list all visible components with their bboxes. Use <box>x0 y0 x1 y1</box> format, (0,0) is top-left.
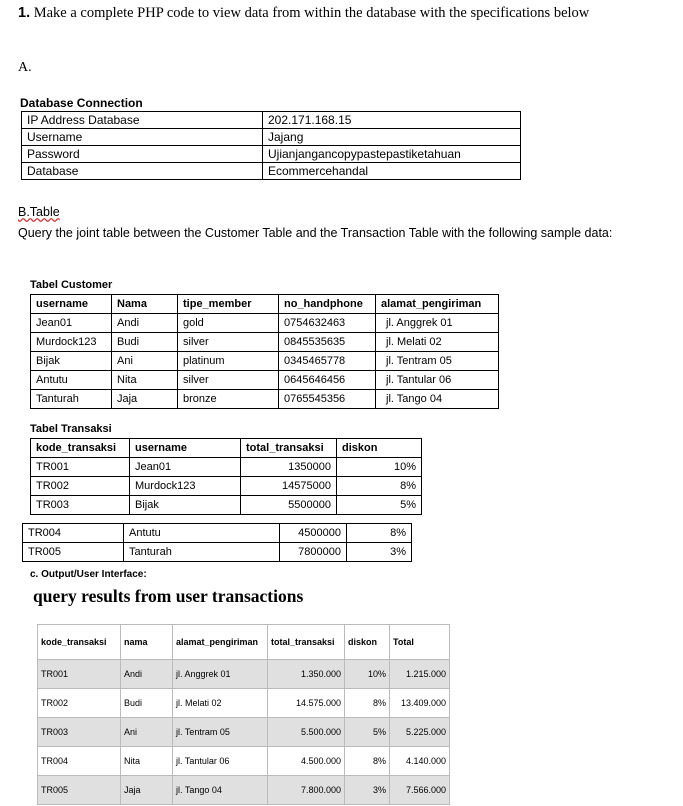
table-cell: Ani <box>121 718 173 747</box>
table-cell: Jean01 <box>130 458 241 477</box>
table-cell: Nita <box>121 747 173 776</box>
question-number: 1. <box>18 5 31 21</box>
table-cell: 14575000 <box>241 477 337 496</box>
table-cell: 0845535635 <box>279 333 376 352</box>
table-header-row <box>38 625 450 660</box>
table-cell: 10% <box>345 660 390 689</box>
column-header: diskon <box>337 439 422 458</box>
table-cell: 5.225.000 <box>390 718 450 747</box>
question-heading <box>18 4 658 23</box>
table-cell: 4.140.000 <box>390 747 450 776</box>
table-row <box>22 163 521 180</box>
table-cell: jl. Tantular 06 <box>376 371 499 390</box>
table-cell: jl. Tentram 05 <box>173 718 268 747</box>
table-row <box>31 390 499 409</box>
table-cell: Nita <box>112 371 178 390</box>
table-cell: TR002 <box>38 689 121 718</box>
table-cell: 3% <box>345 776 390 805</box>
table-cell: Murdock123 <box>130 477 241 496</box>
table-cell: Bijak <box>130 496 241 515</box>
column-header: total_transaksi <box>241 439 337 458</box>
table-row <box>31 496 422 515</box>
db-connection-table <box>21 111 521 180</box>
table-cell: 8% <box>345 747 390 776</box>
db-value: 202.171.168.15 <box>263 112 521 129</box>
table-cell: jl. Melati 02 <box>376 333 499 352</box>
table-cell: 13.409.000 <box>390 689 450 718</box>
table-cell: 10% <box>337 458 422 477</box>
column-header: tipe_member <box>178 295 279 314</box>
table-cell: 0754632463 <box>279 314 376 333</box>
table-cell: jl. Anggrek 01 <box>173 660 268 689</box>
table-cell: gold <box>178 314 279 333</box>
db-value: Ecommercehandal <box>263 163 521 180</box>
table-cell: Tanturah <box>124 543 280 562</box>
customer-table <box>30 294 499 409</box>
table-cell: 5% <box>345 718 390 747</box>
db-value: Ujianjangancopypastepastiketahuan <box>263 146 521 163</box>
table-cell: Tanturah <box>31 390 112 409</box>
db-label: IP Address Database <box>22 112 263 129</box>
table-cell: 3% <box>347 543 412 562</box>
table-cell: Jaja <box>121 776 173 805</box>
table-row <box>31 458 422 477</box>
result-table <box>37 624 450 805</box>
table-cell: Antutu <box>31 371 112 390</box>
table-cell: platinum <box>178 352 279 371</box>
table-row <box>31 371 499 390</box>
table-cell: jl. Melati 02 <box>173 689 268 718</box>
column-header: alamat_pengiriman <box>376 295 499 314</box>
table-cell: Antutu <box>124 524 280 543</box>
table-row <box>38 776 450 805</box>
column-header: alamat_pengiriman <box>173 625 268 660</box>
column-header: Total <box>390 625 450 660</box>
table-cell: 5500000 <box>241 496 337 515</box>
table-cell: jl. Tentram 05 <box>376 352 499 371</box>
table-cell: TR005 <box>38 776 121 805</box>
table-row <box>38 718 450 747</box>
table-cell: TR003 <box>31 496 130 515</box>
table-cell: 8% <box>345 689 390 718</box>
table-cell: 1.215.000 <box>390 660 450 689</box>
section-b-label: B.Table <box>18 205 60 219</box>
db-label: Database <box>22 163 263 180</box>
table-cell: Andi <box>121 660 173 689</box>
table-cell: jl. Tango 04 <box>376 390 499 409</box>
table-cell: TR003 <box>38 718 121 747</box>
table-cell: TR004 <box>38 747 121 776</box>
column-header: diskon <box>345 625 390 660</box>
table-cell: Murdock123 <box>31 333 112 352</box>
table-row <box>31 352 499 371</box>
table-cell: 4500000 <box>280 524 347 543</box>
column-header: kode_transaksi <box>38 625 121 660</box>
table-cell: 8% <box>347 524 412 543</box>
question-text: Make a complete PHP code to view data from within the database with the specifications below <box>33 5 590 21</box>
table-row <box>23 524 412 543</box>
table-cell: bronze <box>178 390 279 409</box>
table-cell: Jean01 <box>31 314 112 333</box>
table-cell: silver <box>178 371 279 390</box>
column-header: username <box>130 439 241 458</box>
table-header-row <box>31 439 422 458</box>
table-cell: TR001 <box>31 458 130 477</box>
column-header: kode_transaksi <box>31 439 130 458</box>
table-row <box>31 333 499 352</box>
result-title: query results from user transactions <box>33 586 304 606</box>
db-label: Username <box>22 129 263 146</box>
table-cell: jl. Anggrek 01 <box>376 314 499 333</box>
table-cell: 0645646456 <box>279 371 376 390</box>
table-row <box>22 112 521 129</box>
column-header: no_handphone <box>279 295 376 314</box>
customer-table-title: Tabel Customer <box>30 279 113 291</box>
transaction-table-continued <box>22 523 412 562</box>
column-header: total_transaksi <box>268 625 345 660</box>
db-label: Password <box>22 146 263 163</box>
table-cell: TR001 <box>38 660 121 689</box>
table-cell: Andi <box>112 314 178 333</box>
table-cell: Budi <box>121 689 173 718</box>
table-cell: Jaja <box>112 390 178 409</box>
section-a-label: A. <box>18 60 32 75</box>
table-row <box>22 146 521 163</box>
table-cell: 14.575.000 <box>268 689 345 718</box>
table-cell: Budi <box>112 333 178 352</box>
table-cell: jl. Tantular 06 <box>173 747 268 776</box>
table-cell: jl. Tango 04 <box>173 776 268 805</box>
table-cell: silver <box>178 333 279 352</box>
transaction-table <box>30 438 422 515</box>
column-header: Nama <box>112 295 178 314</box>
section-description: Query the joint table between the Customer Table and the Transaction Table with the following sample data: <box>18 226 613 240</box>
table-cell: 1.350.000 <box>268 660 345 689</box>
table-cell: 5.500.000 <box>268 718 345 747</box>
table-row <box>38 689 450 718</box>
table-cell: 5% <box>337 496 422 515</box>
table-cell: Bijak <box>31 352 112 371</box>
column-header: username <box>31 295 112 314</box>
output-label: c. Output/User Interface: <box>30 569 147 580</box>
table-cell: 1350000 <box>241 458 337 477</box>
table-cell: 8% <box>337 477 422 496</box>
table-cell: 0345465778 <box>279 352 376 371</box>
table-row <box>23 543 412 562</box>
table-row <box>38 747 450 776</box>
transaction-table-title: Tabel Transaksi <box>30 423 112 435</box>
table-row <box>38 660 450 689</box>
table-row <box>22 129 521 146</box>
table-cell: Ani <box>112 352 178 371</box>
table-header-row <box>31 295 499 314</box>
table-row <box>31 314 499 333</box>
table-row <box>31 477 422 496</box>
table-cell: 7800000 <box>280 543 347 562</box>
table-cell: TR004 <box>23 524 124 543</box>
table-cell: TR002 <box>31 477 130 496</box>
table-cell: 0765545356 <box>279 390 376 409</box>
table-cell: TR005 <box>23 543 124 562</box>
table-cell: 4.500.000 <box>268 747 345 776</box>
db-value: Jajang <box>263 129 521 146</box>
column-header: nama <box>121 625 173 660</box>
table-cell: 7.800.000 <box>268 776 345 805</box>
table-cell: 7.566.000 <box>390 776 450 805</box>
db-connection-title: Database Connection <box>20 96 143 110</box>
